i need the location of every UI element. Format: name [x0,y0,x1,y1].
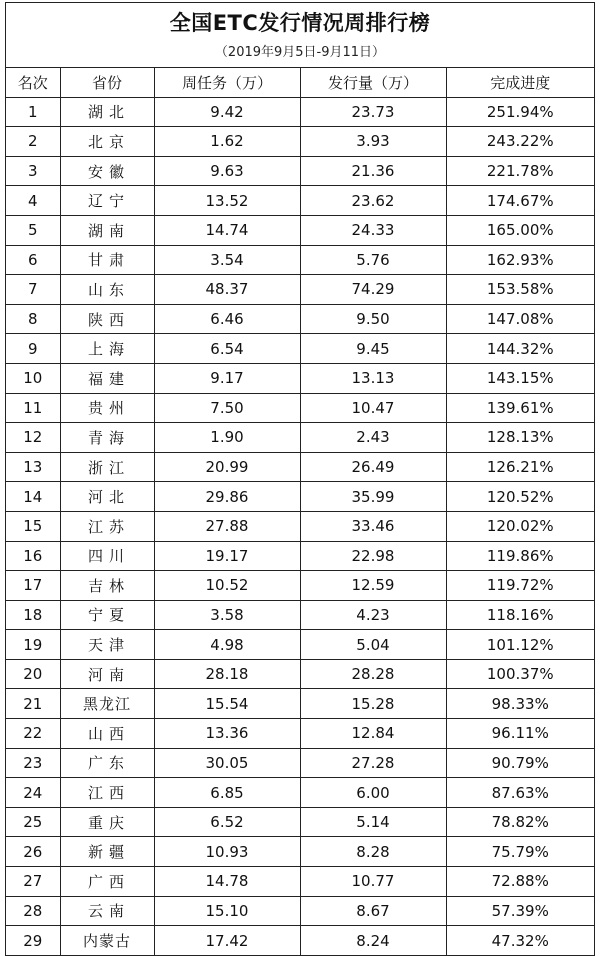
weekly-task-cell: 9.42 [154,97,300,127]
weekly-task-cell: 4.98 [154,630,300,660]
rank-cell: 28 [6,896,60,926]
issued-cell: 23.73 [300,97,446,127]
province-cell: 上海 [60,334,154,364]
progress-cell: 153.58% [446,275,594,305]
table-row [6,393,594,423]
weekly-task-cell: 10.52 [154,571,300,601]
table-row [6,926,594,956]
province-cell: 黑龙江 [60,689,154,719]
rank-cell: 27 [6,867,60,897]
date-range-subtitle: （2019年9月5日-9月11日） [214,45,386,60]
issued-cell: 9.50 [300,304,446,334]
table-row [6,245,594,275]
province-cell: 甘肃 [60,245,154,275]
rank-cell: 26 [6,837,60,867]
province-cell: 新疆 [60,837,154,867]
rank-cell: 16 [6,541,60,571]
table-header-row [6,68,594,98]
province-cell: 内蒙古 [60,926,154,956]
issued-cell: 23.62 [300,186,446,216]
rank-cell: 29 [6,926,60,956]
issued-cell: 74.29 [300,275,446,305]
weekly-task-cell: 14.78 [154,867,300,897]
progress-cell: 126.21% [446,452,594,482]
rank-cell: 1 [6,97,60,127]
province-cell: 河北 [60,482,154,512]
province-cell: 福建 [60,363,154,393]
page-title: 全国ETC发行情况周排行榜 [169,11,431,35]
weekly-task-cell: 9.63 [154,156,300,186]
province-cell: 湖南 [60,215,154,245]
header-weekly-task: 周任务（万） [154,68,300,98]
header-progress: 完成进度 [446,68,594,98]
table-row [6,97,594,127]
table-row [6,778,594,808]
issued-cell: 8.67 [300,896,446,926]
province-cell: 宁夏 [60,600,154,630]
progress-cell: 90.79% [446,748,594,778]
table-row [6,807,594,837]
weekly-task-cell: 6.54 [154,334,300,364]
table-row [6,423,594,453]
issued-cell: 15.28 [300,689,446,719]
issued-cell: 10.77 [300,867,446,897]
rank-cell: 4 [6,186,60,216]
progress-cell: 57.39% [446,896,594,926]
province-cell: 广西 [60,867,154,897]
table-row [6,127,594,157]
rank-cell: 19 [6,630,60,660]
issued-cell: 8.24 [300,926,446,956]
table-body [6,97,594,955]
ranking-table [6,67,594,956]
issued-cell: 2.43 [300,423,446,453]
issued-cell: 33.46 [300,511,446,541]
progress-cell: 139.61% [446,393,594,423]
issued-cell: 21.36 [300,156,446,186]
ranking-sheet [5,2,595,956]
weekly-task-cell: 19.17 [154,541,300,571]
province-cell: 江苏 [60,511,154,541]
rank-cell: 8 [6,304,60,334]
province-cell: 山西 [60,719,154,749]
progress-cell: 143.15% [446,363,594,393]
issued-cell: 3.93 [300,127,446,157]
weekly-task-cell: 15.10 [154,896,300,926]
issued-cell: 10.47 [300,393,446,423]
progress-cell: 75.79% [446,837,594,867]
rank-cell: 2 [6,127,60,157]
weekly-task-cell: 29.86 [154,482,300,512]
progress-cell: 96.11% [446,719,594,749]
rank-cell: 14 [6,482,60,512]
progress-cell: 120.02% [446,511,594,541]
rank-cell: 15 [6,511,60,541]
table-row [6,659,594,689]
table-row [6,186,594,216]
weekly-task-cell: 28.18 [154,659,300,689]
province-cell: 天津 [60,630,154,660]
weekly-task-cell: 13.52 [154,186,300,216]
progress-cell: 120.52% [446,482,594,512]
province-cell: 湖北 [60,97,154,127]
issued-cell: 13.13 [300,363,446,393]
issued-cell: 12.84 [300,719,446,749]
progress-cell: 144.32% [446,334,594,364]
progress-cell: 162.93% [446,245,594,275]
province-cell: 浙江 [60,452,154,482]
table-row [6,156,594,186]
table-row [6,452,594,482]
table-row [6,215,594,245]
rank-cell: 3 [6,156,60,186]
province-cell: 吉林 [60,571,154,601]
progress-cell: 128.13% [446,423,594,453]
province-cell: 河南 [60,659,154,689]
rank-cell: 12 [6,423,60,453]
rank-cell: 13 [6,452,60,482]
province-cell: 陕西 [60,304,154,334]
weekly-task-cell: 7.50 [154,393,300,423]
weekly-task-cell: 13.36 [154,719,300,749]
rank-cell: 17 [6,571,60,601]
weekly-task-cell: 15.54 [154,689,300,719]
province-cell: 云南 [60,896,154,926]
rank-cell: 25 [6,807,60,837]
table-row [6,896,594,926]
issued-cell: 6.00 [300,778,446,808]
table-row [6,571,594,601]
progress-cell: 243.22% [446,127,594,157]
issued-cell: 5.14 [300,807,446,837]
issued-cell: 35.99 [300,482,446,512]
province-cell: 山东 [60,275,154,305]
progress-cell: 100.37% [446,659,594,689]
table-row [6,334,594,364]
weekly-task-cell: 48.37 [154,275,300,305]
issued-cell: 4.23 [300,600,446,630]
issued-cell: 5.04 [300,630,446,660]
weekly-task-cell: 6.85 [154,778,300,808]
progress-cell: 78.82% [446,807,594,837]
province-cell: 北京 [60,127,154,157]
province-cell: 辽宁 [60,186,154,216]
weekly-task-cell: 6.52 [154,807,300,837]
weekly-task-cell: 3.58 [154,600,300,630]
rank-cell: 20 [6,659,60,689]
table-row [6,482,594,512]
table-row [6,363,594,393]
province-cell: 广东 [60,748,154,778]
weekly-task-cell: 1.90 [154,423,300,453]
table-row [6,630,594,660]
progress-cell: 47.32% [446,926,594,956]
province-cell: 安徽 [60,156,154,186]
table-row [6,304,594,334]
issued-cell: 12.59 [300,571,446,601]
weekly-task-cell: 9.17 [154,363,300,393]
weekly-task-cell: 6.46 [154,304,300,334]
progress-cell: 101.12% [446,630,594,660]
table-row [6,541,594,571]
progress-cell: 147.08% [446,304,594,334]
progress-cell: 221.78% [446,156,594,186]
issued-cell: 5.76 [300,245,446,275]
issued-cell: 24.33 [300,215,446,245]
table-row [6,719,594,749]
header-province: 省份 [60,68,154,98]
progress-cell: 174.67% [446,186,594,216]
progress-cell: 165.00% [446,215,594,245]
issued-cell: 28.28 [300,659,446,689]
progress-cell: 72.88% [446,867,594,897]
weekly-task-cell: 27.88 [154,511,300,541]
table-row [6,837,594,867]
progress-cell: 119.72% [446,571,594,601]
issued-cell: 8.28 [300,837,446,867]
province-cell: 重庆 [60,807,154,837]
issued-cell: 26.49 [300,452,446,482]
weekly-task-cell: 17.42 [154,926,300,956]
province-cell: 青海 [60,423,154,453]
weekly-task-cell: 10.93 [154,837,300,867]
rank-cell: 11 [6,393,60,423]
progress-cell: 251.94% [446,97,594,127]
progress-cell: 98.33% [446,689,594,719]
table-row [6,511,594,541]
progress-cell: 118.16% [446,600,594,630]
rank-cell: 23 [6,748,60,778]
header-issued: 发行量（万） [300,68,446,98]
progress-cell: 119.86% [446,541,594,571]
weekly-task-cell: 3.54 [154,245,300,275]
table-row [6,600,594,630]
table-row [6,275,594,305]
progress-cell: 87.63% [446,778,594,808]
rank-cell: 5 [6,215,60,245]
table-row [6,867,594,897]
rank-cell: 21 [6,689,60,719]
issued-cell: 27.28 [300,748,446,778]
province-cell: 四川 [60,541,154,571]
weekly-task-cell: 20.99 [154,452,300,482]
province-cell: 贵州 [60,393,154,423]
rank-cell: 7 [6,275,60,305]
rank-cell: 10 [6,363,60,393]
issued-cell: 22.98 [300,541,446,571]
table-row [6,748,594,778]
weekly-task-cell: 30.05 [154,748,300,778]
weekly-task-cell: 14.74 [154,215,300,245]
province-cell: 江西 [60,778,154,808]
rank-cell: 24 [6,778,60,808]
rank-cell: 9 [6,334,60,364]
header-rank: 名次 [6,68,60,98]
table-row [6,689,594,719]
weekly-task-cell: 1.62 [154,127,300,157]
rank-cell: 18 [6,600,60,630]
rank-cell: 22 [6,719,60,749]
rank-cell: 6 [6,245,60,275]
issued-cell: 9.45 [300,334,446,364]
